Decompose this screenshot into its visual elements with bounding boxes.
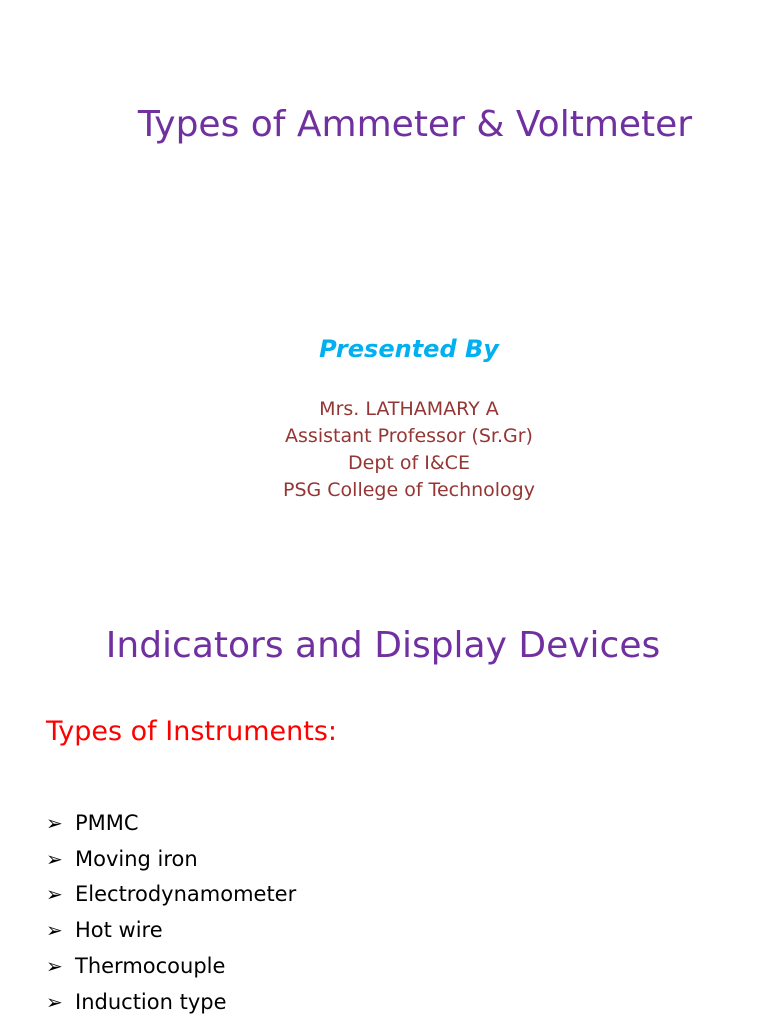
list-item-label: Electrodynamometer [75,882,297,907]
arrow-bullet-icon: ➢ [46,882,63,907]
list-item-label: Thermocouple [75,954,226,979]
author-info [0,396,768,504]
author-department: Dept of I&CE [348,452,470,474]
list-item [46,948,296,984]
author-college: PSG College of Technology [283,479,535,501]
arrow-bullet-icon: ➢ [46,810,63,835]
section-heading: Types of Instruments: [46,716,337,747]
slide-2 [0,580,768,1024]
presented-by-label: Presented By [319,335,499,363]
arrow-bullet-icon: ➢ [46,954,63,979]
slide-title: Indicators and Display Devices [105,625,661,666]
list-item [46,841,296,877]
arrow-bullet-icon: ➢ [46,989,63,1014]
list-item [46,984,296,1020]
instrument-list [46,805,296,1020]
list-item-label: Moving iron [75,846,198,871]
author-name: Mrs. LATHAMARY A [319,398,499,420]
list-item [46,912,296,948]
list-item [46,877,296,913]
list-item-label: Induction type [75,989,227,1014]
list-item-label: PMMC [75,810,139,835]
author-position: Assistant Professor (Sr.Gr) [285,425,533,447]
list-item-label: Hot wire [75,918,163,943]
list-item [46,805,296,841]
arrow-bullet-icon: ➢ [46,846,63,871]
slide-title: Types of Ammeter & Voltmeter [137,104,693,145]
arrow-bullet-icon: ➢ [46,918,63,943]
